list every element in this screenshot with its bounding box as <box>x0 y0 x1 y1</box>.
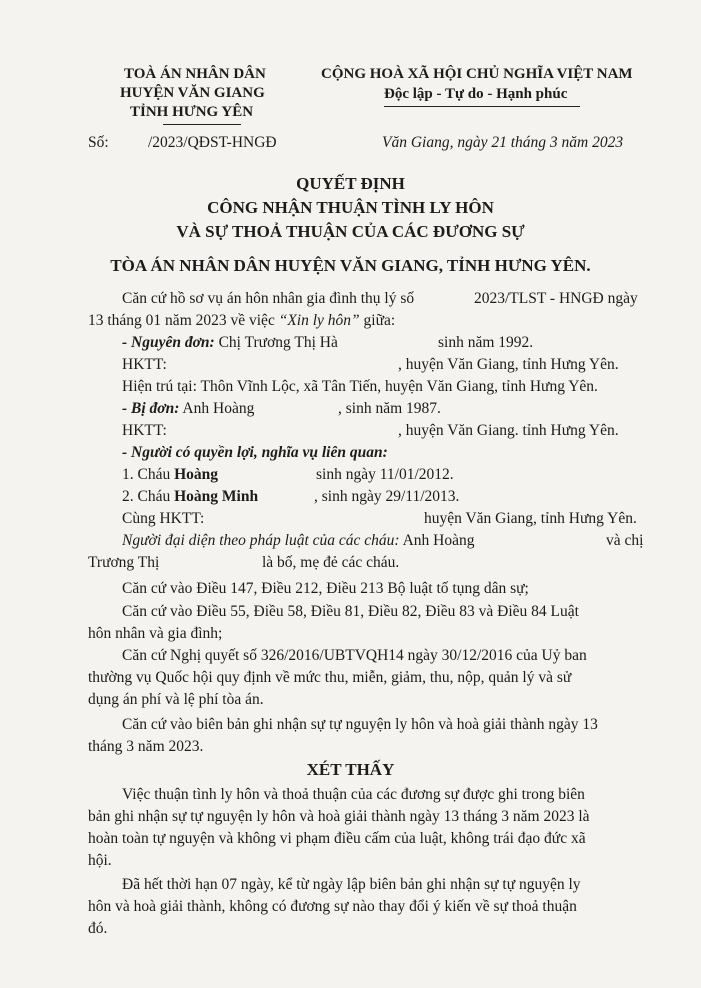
child1-line: 1. Cháu Hoàng <box>122 466 219 483</box>
motto-underline <box>384 106 580 107</box>
plaintiff-label: - Nguyên đơn: <box>122 334 215 351</box>
findings-title: XÉT THẤY <box>306 760 395 779</box>
decision-subtitle-1: CÔNG NHẬN THUẬN TÌNH LY HÔN <box>207 198 494 217</box>
hktt2-address: , huyện Văn Giang. tỉnh Hưng Yên. <box>398 422 619 439</box>
common-hktt-label: Cùng HKTT: <box>122 510 205 527</box>
case-basis-b: 2023/TLST - HNGĐ ngày <box>474 290 638 307</box>
hktt2-label: HKTT: <box>122 422 167 439</box>
nation-title: CỘNG HOÀ XÃ HỘI CHỦ NGHĨA VIỆT NAM <box>321 66 633 82</box>
plaintiff-birth: sinh năm 1992. <box>438 334 534 351</box>
court-name-line3: TỈNH HƯNG YÊN <box>130 104 254 120</box>
plaintiff-name: Chị Trương Thị Hà <box>214 334 338 351</box>
representative-mother: Trương Thị <box>88 554 160 571</box>
defendant-line <box>122 398 254 420</box>
representative-and: và chị <box>606 532 644 549</box>
child2-line: 2. Cháu Hoàng Minh <box>122 488 259 505</box>
case-basis-a: Căn cứ hồ sơ vụ án hôn nhân gia đình thụ lý số <box>122 290 415 307</box>
decision-subtitle-2: VÀ SỰ THOẢ THUẬN CỦA CÁC ĐƯƠNG SỰ <box>176 222 525 241</box>
issuing-court: TÒA ÁN NHÂN DÂN HUYỆN VĂN GIANG, TỈNH HƯNG YÊN. <box>110 256 591 275</box>
defendant-birth: , sinh năm 1987. <box>338 400 441 417</box>
related-parties-label: - Người có quyền lợi, nghĩa vụ liên quan: <box>122 444 388 461</box>
finding-1b: bản ghi nhận sự tự nguyện ly hôn và hoà giải thành ngày 13 tháng 3 năm 2023 là <box>88 808 590 825</box>
residence-line: Hiện trú tại: Thôn Vĩnh Lộc, xã Tân Tiến, huyện Văn Giang, tỉnh Hưng Yên. <box>122 378 598 395</box>
plaintiff-line <box>122 332 338 354</box>
case-matter-line: 13 tháng 01 năm 2023 về việc “Xin ly hôn” giữa: <box>88 312 396 329</box>
common-hktt-address: huyện Văn Giang, tỉnh Hưng Yên. <box>424 510 637 527</box>
legal-basis-3c: dụng án phí và lệ phí tòa án. <box>88 691 264 708</box>
child1-birth: sinh ngày 11/01/2012. <box>316 466 454 483</box>
nation-motto: Độc lập - Tự do - Hạnh phúc <box>384 86 568 102</box>
number-value: /2023/QĐST-HNGĐ <box>148 134 277 151</box>
number-label: Số: <box>88 134 109 151</box>
finding-1d: hội. <box>88 852 112 869</box>
legal-basis-3b: thường vụ Quốc hội quy định về mức thu, miễn, giảm, thu, nộp, quản lý và sử <box>88 669 572 686</box>
defendant-name: Anh Hoàng <box>179 400 255 417</box>
hktt1-address: , huyện Văn Giang, tỉnh Hưng Yên. <box>398 356 619 373</box>
finding-1a: Việc thuận tình ly hôn và thoả thuận của các đương sự được ghi trong biên <box>122 786 585 803</box>
finding-1c: hoàn toàn tự nguyện và không vi phạm điều cấm của luật, không trái đạo đức xã <box>88 830 586 847</box>
child2-birth: , sinh ngày 29/11/2013. <box>314 488 460 505</box>
decision-title: QUYẾT ĐỊNH <box>296 174 405 193</box>
child2-name: Hoàng Minh <box>174 488 259 505</box>
finding-2a: Đã hết thời hạn 07 ngày, kể từ ngày lập biên bản ghi nhận sự tự nguyện ly <box>122 876 581 893</box>
legal-basis-1: Căn cứ vào Điều 147, Điều 212, Điều 213 Bộ luật tố tụng dân sự; <box>122 580 529 597</box>
representative-relation: là bố, mẹ đẻ các cháu. <box>262 554 400 571</box>
child1-name: Hoàng <box>174 466 219 483</box>
legal-basis-4b: tháng 3 năm 2023. <box>88 738 204 755</box>
legal-basis-3a: Căn cứ Nghị quyết số 326/2016/UBTVQH14 ngày 30/12/2016 của Uỷ ban <box>122 647 587 664</box>
defendant-label: - Bị đơn: <box>122 400 180 417</box>
court-name-line1: TOÀ ÁN NHÂN DÂN <box>124 66 266 82</box>
finding-2c: đó. <box>88 920 108 937</box>
hktt1-label: HKTT: <box>122 356 167 373</box>
representative-line: Người đại diện theo pháp luật của các cháu: Anh Hoàng <box>122 532 475 549</box>
legal-basis-2a: Căn cứ vào Điều 55, Điều 58, Điều 81, Điều 82, Điều 83 và Điều 84 Luật <box>122 603 579 620</box>
finding-2b: hôn và hoà giải thành, không có đương sự nào thay đổi ý kiến về sự thoả thuận <box>88 898 577 915</box>
court-name-line2: HUYỆN VĂN GIANG <box>120 85 265 101</box>
legal-basis-2b: hôn nhân và gia đình; <box>88 625 223 642</box>
place-date: Văn Giang, ngày 21 tháng 3 năm 2023 <box>382 134 624 151</box>
court-name-underline <box>163 124 241 125</box>
legal-basis-4a: Căn cứ vào biên bản ghi nhận sự tự nguyện ly hôn và hoà giải thành ngày 13 <box>122 716 598 733</box>
